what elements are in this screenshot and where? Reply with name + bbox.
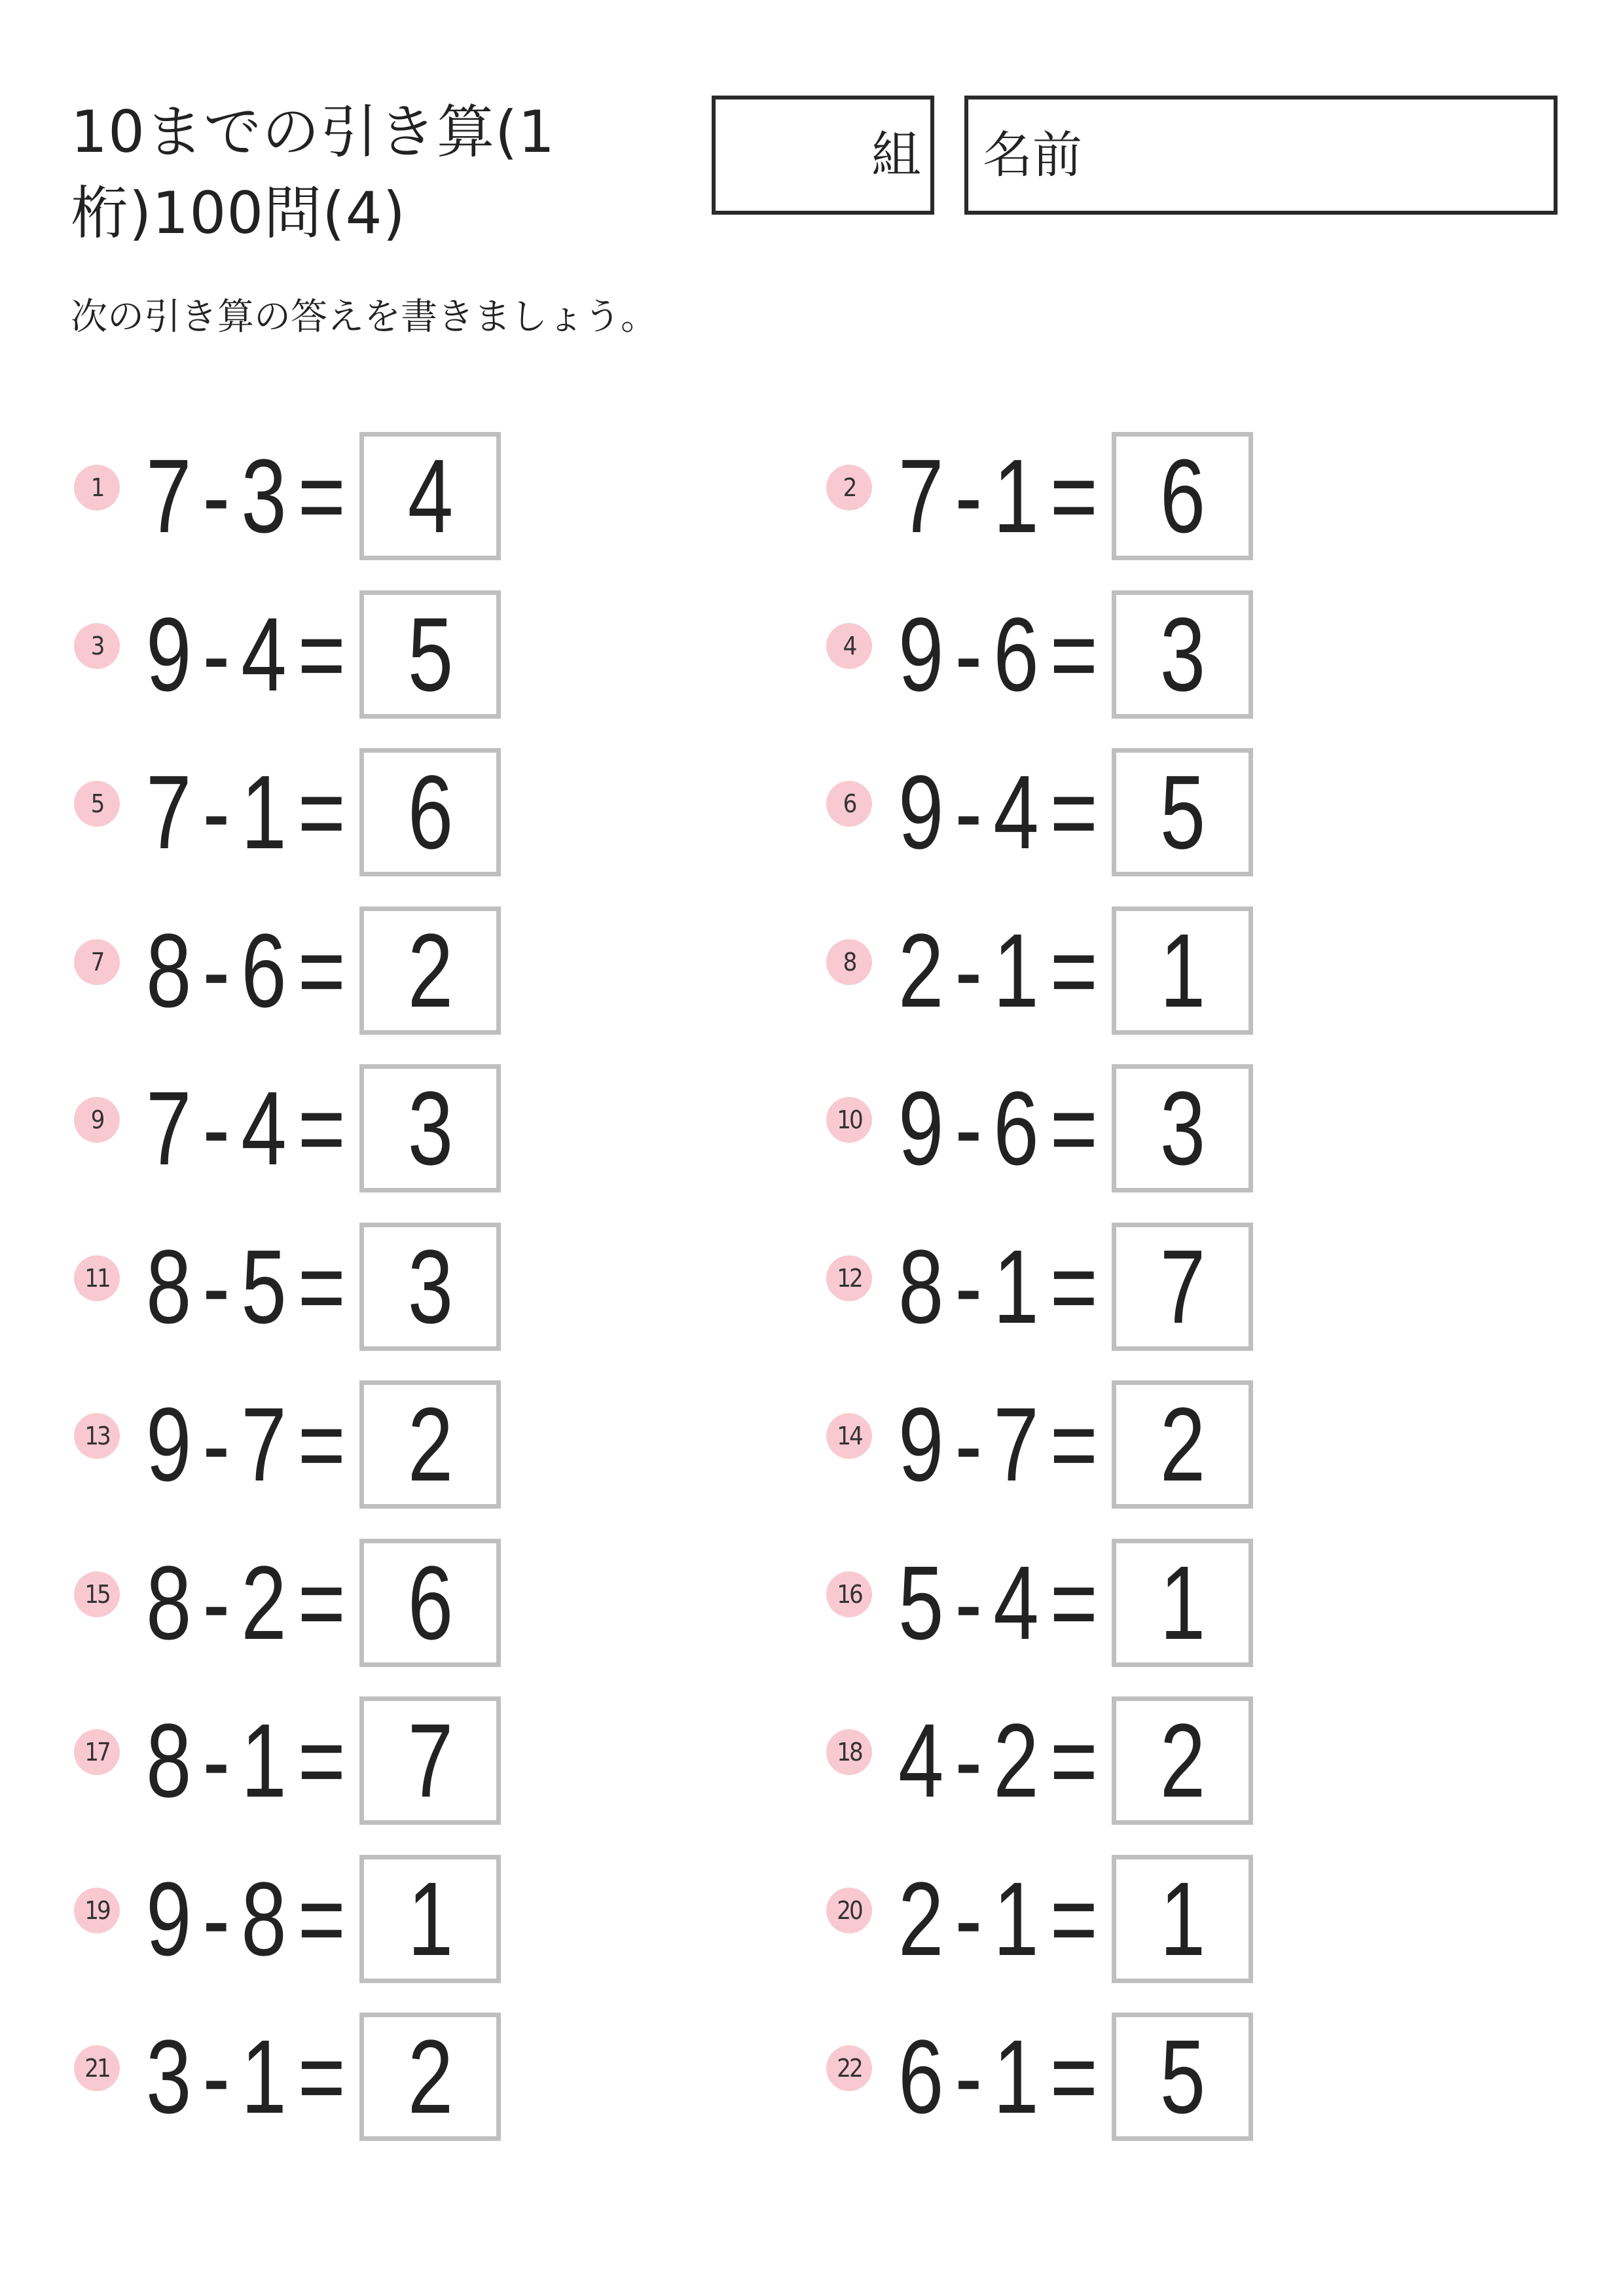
equals-sign: = [297,1860,346,1977]
problem-item [826,1855,1481,1983]
answer-box[interactable] [1112,748,1253,876]
problem-number: 12 [826,1255,872,1301]
subtrahend: 7 [993,1386,1039,1503]
problem-expression [146,1855,346,1983]
problem-item [826,432,1481,560]
problem-item [74,1696,729,1825]
problem-expression [898,748,1098,876]
answer-box[interactable] [359,1855,501,1983]
subtrahend: 7 [241,1386,287,1503]
minus-sign: - [955,1069,983,1187]
minuend: 2 [898,1860,944,1977]
problem-expression [146,2013,346,2141]
subtrahend: 1 [993,1860,1039,1977]
equals-sign: = [1049,596,1098,713]
problem-number: 9 [74,1097,120,1143]
problem-item [826,590,1481,719]
minuend: 5 [898,1544,944,1661]
subtrahend: 4 [993,1544,1039,1661]
problem-expression [146,906,346,1035]
problem-item [826,1539,1481,1667]
problem-expression [146,1380,346,1509]
problem-expression [898,1539,1098,1667]
problem-number: 10 [826,1097,872,1143]
equals-sign: = [297,2018,346,2135]
problem-item [74,1539,729,1667]
answer-value: 6 [407,1544,453,1661]
equals-sign: = [297,1386,346,1503]
equals-sign: = [1049,1386,1098,1503]
minus-sign: - [202,2018,230,2135]
problem-expression [146,432,346,560]
subtrahend: 4 [241,1069,287,1187]
answer-box[interactable] [359,1064,501,1193]
problem-item [826,1223,1481,1351]
answer-value: 3 [407,1069,453,1187]
answer-box[interactable] [1112,590,1253,719]
subtrahend: 1 [241,2018,287,2135]
subtrahend: 2 [993,1702,1039,1819]
problem-expression [898,590,1098,719]
minuend: 9 [898,1386,944,1503]
subtrahend: 1 [993,1228,1039,1345]
equals-sign: = [297,753,346,870]
problem-number: 6 [826,781,872,827]
answer-box[interactable] [1112,2013,1253,2141]
minuend: 7 [146,1069,192,1187]
answer-value: 2 [1159,1386,1205,1503]
subtrahend: 1 [993,912,1039,1029]
minus-sign: - [202,596,230,713]
subtrahend: 2 [241,1544,287,1661]
minus-sign: - [202,912,230,1029]
subtrahend: 6 [241,912,287,1029]
problem-expression [898,432,1098,560]
subtrahend: 3 [241,437,287,554]
subtrahend: 4 [993,753,1039,870]
problem-number: 22 [826,2045,872,2091]
problem-item [74,906,729,1035]
minuend: 8 [146,1702,192,1819]
problem-expression [898,906,1098,1035]
class-label: 組 [871,126,921,184]
problem-number: 16 [826,1571,872,1617]
minuend: 9 [898,1069,944,1187]
problem-number: 3 [74,623,120,669]
minus-sign: - [955,1386,983,1503]
problem-item [74,1223,729,1351]
answer-value: 1 [1159,912,1205,1029]
subtrahend: 1 [993,437,1039,554]
answer-value: 2 [407,1386,453,1503]
minuend: 3 [146,2018,192,2135]
name-label: 名前 [983,126,1082,184]
answer-box[interactable] [359,432,501,560]
minus-sign: - [955,437,983,554]
minuend: 7 [898,437,944,554]
equals-sign: = [297,1544,346,1661]
minus-sign: - [955,596,983,713]
answer-value: 1 [1159,1860,1205,1977]
equals-sign: = [1049,437,1098,554]
minus-sign: - [202,1386,230,1503]
minus-sign: - [955,753,983,870]
answer-value: 7 [407,1702,453,1819]
minus-sign: - [955,912,983,1029]
minuend: 8 [146,1228,192,1345]
problem-expression [146,1696,346,1825]
problem-item [826,1380,1481,1509]
problem-item [826,906,1481,1035]
minus-sign: - [202,1228,230,1345]
answer-value: 2 [407,2018,453,2135]
problem-number: 2 [826,465,872,511]
equals-sign: = [1049,1069,1098,1187]
answer-box[interactable] [1112,1380,1253,1509]
minuend: 2 [898,912,944,1029]
problem-number: 18 [826,1729,872,1775]
problem-number: 17 [74,1729,120,1775]
minus-sign: - [202,1702,230,1819]
answer-box[interactable] [1112,1064,1253,1193]
answer-box[interactable] [359,1380,501,1509]
problem-expression [146,1064,346,1193]
answer-box[interactable] [1112,1539,1253,1667]
answer-box[interactable] [359,748,501,876]
problem-item [74,748,729,876]
subtrahend: 1 [993,2018,1039,2135]
minuend: 8 [146,1544,192,1661]
problem-item [74,590,729,719]
answer-box[interactable] [1112,1855,1253,1983]
minus-sign: - [202,753,230,870]
subtrahend: 5 [241,1228,287,1345]
minus-sign: - [202,1860,230,1977]
problem-item [74,1380,729,1509]
equals-sign: = [297,596,346,713]
minus-sign: - [202,437,230,554]
problem-expression [898,1223,1098,1351]
problem-expression [898,1855,1098,1983]
answer-value: 7 [1159,1228,1205,1345]
problem-item [826,748,1481,876]
problem-expression [146,1223,346,1351]
problem-item [826,2013,1481,2141]
subtrahend: 4 [241,596,287,713]
answer-box[interactable] [1112,906,1253,1035]
minuend: 9 [898,753,944,870]
answer-box[interactable] [359,590,501,719]
problem-number: 1 [74,465,120,511]
problem-number: 4 [826,623,872,669]
equals-sign: = [297,1228,346,1345]
answer-value: 5 [407,596,453,713]
problem-expression [146,748,346,876]
minus-sign: - [202,1544,230,1661]
instruction-text: 次の引き算の答えを書きましょう。 [71,296,657,338]
problem-number: 19 [74,1888,120,1933]
answer-value: 5 [1159,2018,1205,2135]
problem-expression [898,2013,1098,2141]
minuend: 9 [146,1860,192,1977]
answer-value: 1 [407,1860,453,1977]
answer-value: 3 [1159,1069,1205,1187]
problem-number: 8 [826,939,872,985]
minus-sign: - [955,1702,983,1819]
answer-box[interactable] [1112,432,1253,560]
equals-sign: = [1049,912,1098,1029]
answer-box[interactable] [359,906,501,1035]
equals-sign: = [1049,1544,1098,1661]
worksheet-title: 10までの引き算(1桁)100問(4) [71,98,556,247]
subtrahend: 1 [241,753,287,870]
answer-box[interactable] [1112,1223,1253,1351]
equals-sign: = [1049,2018,1098,2135]
minus-sign: - [955,2018,983,2135]
equals-sign: = [1049,1228,1098,1345]
equals-sign: = [1049,1702,1098,1819]
answer-value: 3 [1159,596,1205,713]
problem-item [74,2013,729,2141]
minuend: 8 [898,1228,944,1345]
answer-box[interactable] [359,1223,501,1351]
equals-sign: = [297,1069,346,1187]
minuend: 7 [146,437,192,554]
equals-sign: = [1049,753,1098,870]
minus-sign: - [955,1228,983,1345]
answer-box[interactable] [359,1539,501,1667]
minuend: 6 [898,2018,944,2135]
problem-expression [898,1696,1098,1825]
minuend: 9 [146,1386,192,1503]
subtrahend: 8 [241,1860,287,1977]
problem-number: 11 [74,1255,120,1301]
problem-number: 15 [74,1571,120,1617]
problem-item [74,432,729,560]
answer-box[interactable] [1112,1696,1253,1825]
answer-value: 1 [1159,1544,1205,1661]
problem-expression [898,1380,1098,1509]
problem-number: 5 [74,781,120,827]
minus-sign: - [202,1069,230,1187]
answer-value: 4 [407,437,453,554]
answer-value: 6 [1159,437,1205,554]
problem-expression [146,590,346,719]
answer-value: 2 [407,912,453,1029]
equals-sign: = [297,1702,346,1819]
problem-number: 21 [74,2045,120,2091]
problem-item [74,1855,729,1983]
problem-number: 20 [826,1888,872,1933]
equals-sign: = [297,437,346,554]
minuend: 7 [146,753,192,870]
minus-sign: - [955,1860,983,1977]
minuend: 9 [146,596,192,713]
class-field[interactable] [712,96,934,215]
answer-value: 6 [407,753,453,870]
answer-value: 3 [407,1228,453,1345]
minuend: 4 [898,1702,944,1819]
problem-number: 13 [74,1413,120,1459]
answer-box[interactable] [359,1696,501,1825]
answer-value: 2 [1159,1702,1205,1819]
minuend: 8 [146,912,192,1029]
minuend: 9 [898,596,944,713]
problem-number: 7 [74,939,120,985]
answer-box[interactable] [359,2013,501,2141]
problem-expression [146,1539,346,1667]
equals-sign: = [297,912,346,1029]
subtrahend: 1 [241,1702,287,1819]
problem-item [826,1064,1481,1193]
problem-number: 14 [826,1413,872,1459]
answer-value: 5 [1159,753,1205,870]
subtrahend: 6 [993,1069,1039,1187]
minus-sign: - [955,1544,983,1661]
name-field[interactable] [964,96,1558,215]
problem-expression [898,1064,1098,1193]
problem-item [826,1696,1481,1825]
equals-sign: = [1049,1860,1098,1977]
problem-item [74,1064,729,1193]
subtrahend: 6 [993,596,1039,713]
